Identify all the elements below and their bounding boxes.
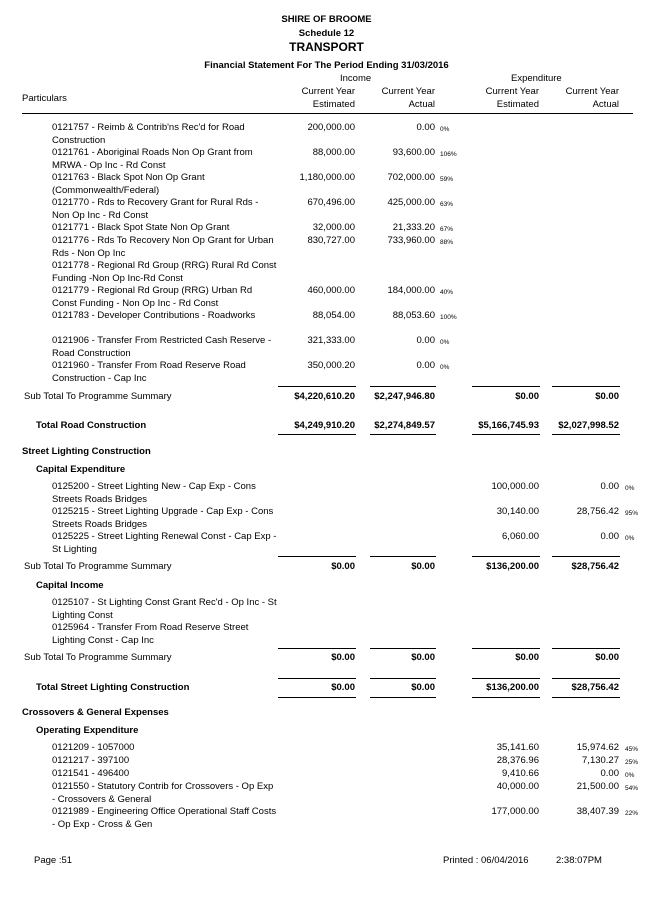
total-rule [472,697,540,698]
expenditure-estimated: $136,200.00 [486,682,539,693]
expenditure-estimated: 9,410.66 [502,768,539,779]
total-rule [552,697,620,698]
expenditure-percent: 0% [625,772,635,779]
row-description: 0121763 - Black Spot Non Op Grant (Commonwealth/Federal) [52,172,205,196]
total-rule [472,678,540,679]
expenditure-actual: $28,756.42 [571,561,619,572]
total-rule [472,434,540,435]
income-estimated: 830,727.00 [307,235,355,246]
expenditure-actual: 15,974.62 [576,742,619,753]
row-description: 0121906 - Transfer From Restricted Cash Reserve - Road Construction [52,335,272,359]
expenditure-estimated: $0.00 [515,391,539,402]
income-percent: 0% [440,126,450,133]
row-description: 0121779 - Regional Rd Group (RRG) Urban Rd Const Funding - Non Op Inc - Rd Const [52,285,253,309]
expenditure-percent: 22% [625,810,639,817]
income-percent: 40% [440,289,454,296]
expenditure-percent: 0% [625,535,635,542]
expenditure-estimated: 177,000.00 [491,806,539,817]
income-actual: 733,960.00 [387,235,435,246]
subtotal-rule [370,648,436,649]
income-actual: 88,053.60 [392,310,435,321]
income-cy-act-l1: Current Year [381,86,435,97]
income-actual: 93,600.00 [392,147,435,158]
income-header: Income [340,73,372,84]
expenditure-estimated: 100,000.00 [491,481,539,492]
expenditure-estimated: $136,200.00 [486,561,539,572]
income-estimated: 321,333.00 [307,335,355,346]
income-estimated: 32,000.00 [312,222,355,233]
page-number: Page :51 [34,855,73,866]
expenditure-actual: 21,500.00 [576,781,619,792]
income-estimated: $4,220,610.20 [294,391,355,402]
income-percent: 0% [440,339,450,346]
subtotal-label: Sub Total To Programme Summary [24,561,172,572]
subtotal-rule [472,648,540,649]
row-description: 0125964 - Transfer From Road Reserve Street Lighting Const - Cap Inc [52,622,249,646]
income-actual: $0.00 [411,561,435,572]
row-description: 0125200 - Street Lighting New - Cap Exp - Cons Streets Roads Bridges [52,481,256,505]
row-description: 0125215 - Street Lighting Upgrade - Cap Exp - Cons Streets Roads Bridges [52,506,274,530]
income-percent: 100% [440,314,457,321]
income-percent: 0% [440,364,450,371]
income-estimated: 88,000.00 [312,147,355,158]
total-label: Total Street Lighting Construction [36,682,190,693]
exp-cy-act-l1: Current Year [565,86,619,97]
expenditure-estimated: $0.00 [515,652,539,663]
exp-cy-est-l1: Current Year [485,86,539,97]
subtotal-rule [278,386,356,387]
income-estimated: $0.00 [331,682,355,693]
row-description: 0121770 - Rds to Recovery Grant for Rural Rds - Non Op Inc - Rd Const [52,197,259,221]
income-actual: 0.00 [416,360,435,371]
expenditure-percent: 45% [625,746,639,753]
income-actual: 425,000.00 [387,197,435,208]
expenditure-actual: 38,407.39 [576,806,619,817]
expenditure-percent: 25% [625,759,639,766]
subsection-heading: Capital Income [36,580,104,591]
row-description: 0125107 - St Lighting Const Grant Rec'd - Op Inc - St Lighting Const [52,597,277,621]
expenditure-estimated: 6,060.00 [502,531,539,542]
income-percent: 59% [440,176,454,183]
row-description: 0121541 - 496400 [52,768,130,779]
row-description: 0121217 - 397100 [52,755,130,766]
income-actual: 21,333.20 [392,222,435,233]
row-description: 0121757 - Reimb & Contrib'ns Rec'd for Road Construction [52,122,245,146]
row-description: 0121960 - Transfer From Road Reserve Road Construction - Cap Inc [52,360,246,384]
income-actual: $2,247,946.80 [374,391,435,402]
income-percent: 106% [440,151,457,158]
subtotal-label: Sub Total To Programme Summary [24,391,172,402]
printed-date: Printed : 06/04/2016 [443,855,529,866]
subtotal-rule [278,648,356,649]
income-actual: $0.00 [411,682,435,693]
section-title: TRANSPORT [289,40,364,54]
expenditure-percent: 0% [625,485,635,492]
total-label: Total Road Construction [36,420,147,431]
expenditure-estimated: 40,000.00 [496,781,539,792]
income-cy-est-l2: Estimated [312,99,355,110]
income-actual: $0.00 [411,652,435,663]
expenditure-actual: $0.00 [595,652,619,663]
total-rule [278,434,356,435]
subtotal-rule [552,556,620,557]
expenditure-estimated: $5,166,745.93 [478,420,539,431]
expenditure-estimated: 28,376.96 [496,755,539,766]
income-cy-act-l2: Actual [408,99,435,110]
income-estimated: 460,000.00 [307,285,355,296]
particulars-header: Particulars [22,93,67,104]
total-rule [552,678,620,679]
income-percent: 88% [440,239,454,246]
income-estimated: 350,000.20 [307,360,355,371]
income-estimated: $0.00 [331,652,355,663]
row-description: 0121771 - Black Spot State Non Op Grant [52,222,230,233]
expenditure-actual: 7,130.27 [582,755,619,766]
section-heading: Crossovers & General Expenses [22,707,169,718]
expenditure-actual: $28,756.42 [571,682,619,693]
statement-title: Financial Statement For The Period Ending 31/03/2016 [204,60,449,71]
total-rule [278,678,356,679]
expenditure-estimated: 30,140.00 [496,506,539,517]
subtotal-label: Sub Total To Programme Summary [24,652,172,663]
expenditure-percent: 95% [625,510,639,517]
subtotal-rule [552,648,620,649]
subtotal-rule [278,556,356,557]
expenditure-actual: 0.00 [600,481,619,492]
row-description: 0121209 - 1057000 [52,742,135,753]
income-actual: 184,000.00 [387,285,435,296]
exp-cy-act-l2: Actual [592,99,619,110]
expenditure-actual: $2,027,998.52 [558,420,619,431]
printed-time: 2:38:07PM [556,855,602,866]
income-percent: 63% [440,201,454,208]
expenditure-header: Expenditure [511,73,562,84]
row-description: 0121761 - Aboriginal Roads Non Op Grant from MRWA - Op Inc - Rd Const [52,147,253,171]
income-estimated: $4,249,910.20 [294,420,355,431]
section-heading: Street Lighting Construction [22,446,151,457]
income-actual: 0.00 [416,335,435,346]
total-rule [370,697,436,698]
row-description: 0121550 - Statutory Contrib for Crossovers - Op Exp - Crossovers & General [52,781,274,805]
total-rule [370,434,436,435]
subtotal-rule [472,386,540,387]
income-actual: 0.00 [416,122,435,133]
exp-cy-est-l2: Estimated [496,99,539,110]
subtotal-rule [552,386,620,387]
row-description: 0121783 - Developer Contributions - Roadworks [52,310,256,321]
income-actual: $2,274,849.57 [374,420,435,431]
income-actual: 702,000.00 [387,172,435,183]
total-rule [370,678,436,679]
schedule-label: Schedule 12 [298,28,355,39]
expenditure-estimated: 35,141.60 [496,742,539,753]
row-description: 0121776 - Rds To Recovery Non Op Grant for Urban Rds - Non Op Inc [52,235,274,259]
header-rule [22,113,633,114]
subtotal-rule [370,386,436,387]
income-cy-est-l1: Current Year [301,86,355,97]
expenditure-actual: $0.00 [595,391,619,402]
row-description: 0121989 - Engineering Office Operational Staff Costs - Op Exp - Cross & Gen [52,806,277,830]
income-estimated: 88,054.00 [312,310,355,321]
row-description: 0121778 - Regional Rd Group (RRG) Rural Rd Const Funding -Non Op Inc-Rd Const [52,260,277,284]
subtotal-rule [472,556,540,557]
income-estimated: 1,180,000.00 [299,172,355,183]
subtotal-rule [370,556,436,557]
total-rule [552,434,620,435]
income-estimated: 670,496.00 [307,197,355,208]
expenditure-actual: 0.00 [600,768,619,779]
subsection-heading: Capital Expenditure [36,464,126,475]
org-name: SHIRE OF BROOME [281,14,372,25]
income-estimated: 200,000.00 [307,122,355,133]
expenditure-percent: 54% [625,785,639,792]
subsection-heading: Operating Expenditure [36,725,139,736]
income-estimated: $0.00 [331,561,355,572]
total-rule [278,697,356,698]
expenditure-actual: 28,756.42 [576,506,619,517]
row-description: 0125225 - Street Lighting Renewal Const - Cap Exp - St Lighting [52,531,277,555]
expenditure-actual: 0.00 [600,531,619,542]
income-percent: 67% [440,226,454,233]
